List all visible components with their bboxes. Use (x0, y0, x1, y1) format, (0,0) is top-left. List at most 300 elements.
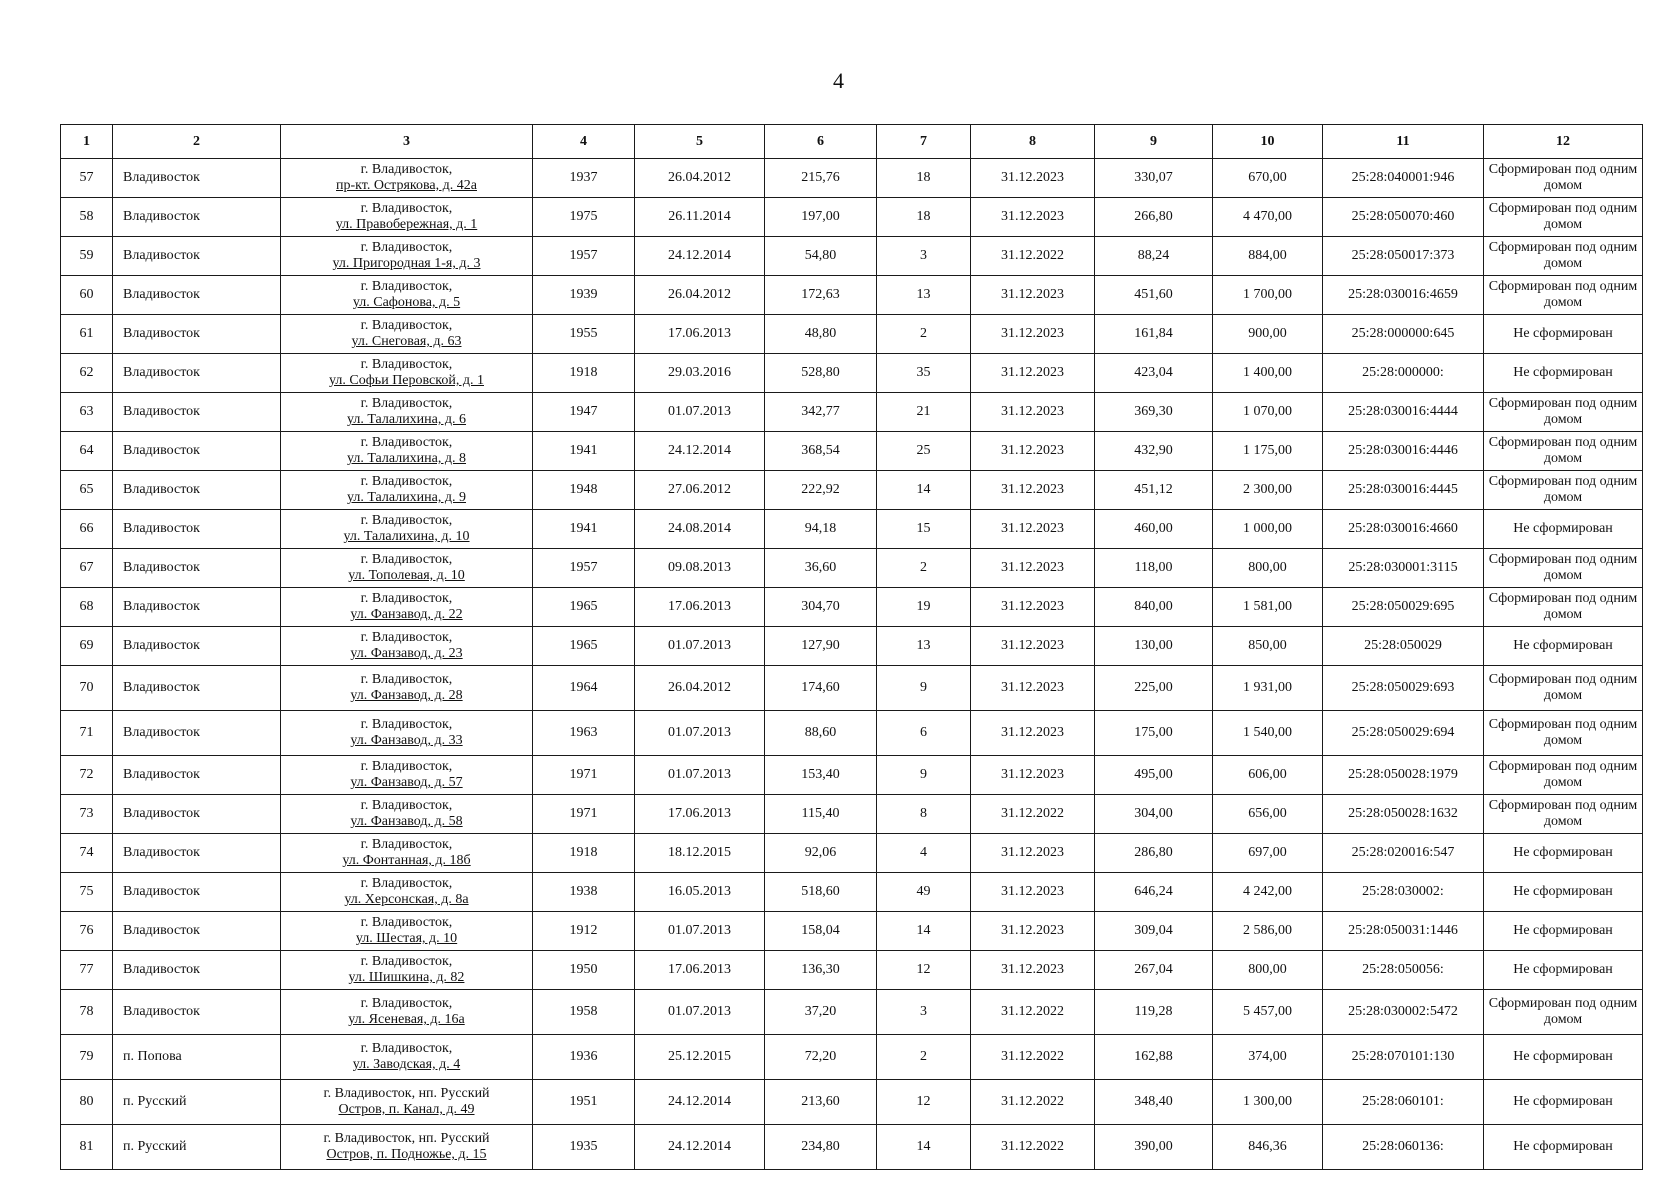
column-header: 7 (877, 125, 971, 159)
locality-cell: Владивосток (113, 354, 281, 393)
address-line-2: ул. Талалихина, д. 6 (346, 412, 467, 427)
address-cell (281, 276, 533, 315)
table-row (61, 627, 1643, 666)
column-9-cell: 161,84 (1095, 315, 1213, 354)
deadline-cell: 31.12.2023 (971, 159, 1095, 198)
area-cell: 222,92 (765, 471, 877, 510)
year-built-cell: 1937 (533, 159, 635, 198)
column-10-cell: 1 700,00 (1213, 276, 1323, 315)
address-line-2: ул. Софьи Перовской, д. 1 (329, 373, 484, 388)
row-number-cell: 59 (61, 237, 113, 276)
status-cell: Сформирован под одним домом (1484, 711, 1643, 756)
count-cell: 3 (877, 237, 971, 276)
year-built-cell: 1975 (533, 198, 635, 237)
area-cell: 158,04 (765, 912, 877, 951)
count-cell: 15 (877, 510, 971, 549)
column-header: 10 (1213, 125, 1323, 159)
date-cell: 01.07.2013 (635, 756, 765, 795)
row-number-cell: 78 (61, 990, 113, 1035)
address-line-1: г. Владивосток, (360, 513, 453, 528)
year-built-cell: 1918 (533, 354, 635, 393)
address-line-2: ул. Правобережная, д. 1 (335, 217, 478, 232)
locality-cell: Владивосток (113, 873, 281, 912)
address-line-2: ул. Пригородная 1-я, д. 3 (332, 256, 481, 271)
deadline-cell: 31.12.2023 (971, 834, 1095, 873)
table-row (61, 198, 1643, 237)
column-10-cell: 900,00 (1213, 315, 1323, 354)
date-cell: 18.12.2015 (635, 834, 765, 873)
column-9-cell: 266,80 (1095, 198, 1213, 237)
date-cell: 24.12.2014 (635, 237, 765, 276)
status-cell: Не сформирован (1484, 834, 1643, 873)
address-cell (281, 1080, 533, 1125)
column-9-cell: 369,30 (1095, 393, 1213, 432)
year-built-cell: 1958 (533, 990, 635, 1035)
status-cell: Не сформирован (1484, 1080, 1643, 1125)
status-cell: Сформирован под одним домом (1484, 471, 1643, 510)
table-row (61, 756, 1643, 795)
count-cell: 35 (877, 354, 971, 393)
address-cell (281, 159, 533, 198)
locality-cell: Владивосток (113, 237, 281, 276)
date-cell: 29.03.2016 (635, 354, 765, 393)
row-number-cell: 64 (61, 432, 113, 471)
date-cell: 24.12.2014 (635, 432, 765, 471)
cadastral-number-cell: 25:28:050028:1632 (1323, 795, 1484, 834)
year-built-cell: 1965 (533, 627, 635, 666)
locality-cell: Владивосток (113, 510, 281, 549)
table-row (61, 549, 1643, 588)
cadastral-number-cell: 25:28:050029:694 (1323, 711, 1484, 756)
address-cell (281, 711, 533, 756)
status-cell: Сформирован под одним домом (1484, 198, 1643, 237)
row-number-cell: 80 (61, 1080, 113, 1125)
address-line-1: г. Владивосток, (360, 357, 453, 372)
column-9-cell: 495,00 (1095, 756, 1213, 795)
cadastral-number-cell: 25:28:030002: (1323, 873, 1484, 912)
year-built-cell: 1955 (533, 315, 635, 354)
status-cell: Сформирован под одним домом (1484, 549, 1643, 588)
deadline-cell: 31.12.2023 (971, 912, 1095, 951)
header-row (61, 125, 1643, 159)
deadline-cell: 31.12.2022 (971, 1035, 1095, 1080)
count-cell: 4 (877, 834, 971, 873)
deadline-cell: 31.12.2023 (971, 198, 1095, 237)
column-header: 9 (1095, 125, 1213, 159)
column-10-cell: 800,00 (1213, 951, 1323, 990)
locality-cell: Владивосток (113, 666, 281, 711)
column-header: 2 (113, 125, 281, 159)
deadline-cell: 31.12.2023 (971, 276, 1095, 315)
address-line-1: г. Владивосток, (360, 915, 453, 930)
address-line-2: ул. Снеговая, д. 63 (351, 334, 462, 349)
address-line-1: г. Владивосток, нп. Русский (323, 1131, 490, 1146)
column-9-cell: 451,12 (1095, 471, 1213, 510)
column-header: 4 (533, 125, 635, 159)
address-line-1: г. Владивосток, (360, 435, 453, 450)
date-cell: 26.11.2014 (635, 198, 765, 237)
column-9-cell: 423,04 (1095, 354, 1213, 393)
table-row (61, 432, 1643, 471)
column-10-cell: 656,00 (1213, 795, 1323, 834)
date-cell: 16.05.2013 (635, 873, 765, 912)
address-line-2: ул. Ясеневая, д. 16а (348, 1012, 465, 1027)
cadastral-number-cell: 25:28:000000:645 (1323, 315, 1484, 354)
cadastral-number-cell: 25:28:030016:4660 (1323, 510, 1484, 549)
deadline-cell: 31.12.2023 (971, 666, 1095, 711)
locality-cell: Владивосток (113, 432, 281, 471)
status-cell: Сформирован под одним домом (1484, 432, 1643, 471)
column-10-cell: 2 586,00 (1213, 912, 1323, 951)
locality-cell: Владивосток (113, 990, 281, 1035)
date-cell: 24.12.2014 (635, 1125, 765, 1170)
column-header: 5 (635, 125, 765, 159)
date-cell: 09.08.2013 (635, 549, 765, 588)
column-9-cell: 840,00 (1095, 588, 1213, 627)
cadastral-number-cell: 25:28:030016:4445 (1323, 471, 1484, 510)
column-9-cell: 460,00 (1095, 510, 1213, 549)
area-cell: 92,06 (765, 834, 877, 873)
column-10-cell: 800,00 (1213, 549, 1323, 588)
count-cell: 6 (877, 711, 971, 756)
count-cell: 3 (877, 990, 971, 1035)
count-cell: 19 (877, 588, 971, 627)
column-10-cell: 1 175,00 (1213, 432, 1323, 471)
column-9-cell: 286,80 (1095, 834, 1213, 873)
address-cell (281, 756, 533, 795)
address-line-1: г. Владивосток, (360, 996, 453, 1011)
row-number-cell: 67 (61, 549, 113, 588)
year-built-cell: 1971 (533, 795, 635, 834)
address-cell (281, 834, 533, 873)
table-row (61, 510, 1643, 549)
table-row (61, 237, 1643, 276)
deadline-cell: 31.12.2023 (971, 756, 1095, 795)
column-9-cell: 432,90 (1095, 432, 1213, 471)
count-cell: 14 (877, 471, 971, 510)
date-cell: 24.08.2014 (635, 510, 765, 549)
column-10-cell: 1 540,00 (1213, 711, 1323, 756)
address-cell (281, 1035, 533, 1080)
table-row (61, 795, 1643, 834)
address-cell (281, 315, 533, 354)
area-cell: 174,60 (765, 666, 877, 711)
row-number-cell: 72 (61, 756, 113, 795)
status-cell: Сформирован под одним домом (1484, 588, 1643, 627)
locality-cell: Владивосток (113, 276, 281, 315)
address-line-1: г. Владивосток, (360, 630, 453, 645)
status-cell: Сформирован под одним домом (1484, 393, 1643, 432)
column-header: 11 (1323, 125, 1484, 159)
row-number-cell: 79 (61, 1035, 113, 1080)
address-cell (281, 1125, 533, 1170)
table-row (61, 354, 1643, 393)
row-number-cell: 57 (61, 159, 113, 198)
column-10-cell: 5 457,00 (1213, 990, 1323, 1035)
area-cell: 136,30 (765, 951, 877, 990)
address-line-1: г. Владивосток, (360, 279, 453, 294)
count-cell: 2 (877, 549, 971, 588)
date-cell: 17.06.2013 (635, 795, 765, 834)
status-cell: Сформирован под одним домом (1484, 237, 1643, 276)
status-cell: Не сформирован (1484, 510, 1643, 549)
locality-cell: Владивосток (113, 198, 281, 237)
row-number-cell: 58 (61, 198, 113, 237)
count-cell: 13 (877, 627, 971, 666)
count-cell: 2 (877, 1035, 971, 1080)
row-number-cell: 65 (61, 471, 113, 510)
deadline-cell: 31.12.2023 (971, 588, 1095, 627)
area-cell: 127,90 (765, 627, 877, 666)
address-line-2: ул. Тополевая, д. 10 (348, 568, 465, 583)
table-row (61, 990, 1643, 1035)
date-cell: 26.04.2012 (635, 159, 765, 198)
area-cell: 528,80 (765, 354, 877, 393)
deadline-cell: 31.12.2023 (971, 315, 1095, 354)
status-cell: Сформирован под одним домом (1484, 666, 1643, 711)
status-cell: Сформирован под одним домом (1484, 795, 1643, 834)
column-10-cell: 884,00 (1213, 237, 1323, 276)
row-number-cell: 62 (61, 354, 113, 393)
address-line-1: г. Владивосток, (360, 396, 453, 411)
cadastral-number-cell: 25:28:030002:5472 (1323, 990, 1484, 1035)
address-line-2: Остров, п. Подножье, д. 15 (326, 1147, 487, 1162)
date-cell: 01.07.2013 (635, 711, 765, 756)
date-cell: 17.06.2013 (635, 951, 765, 990)
row-number-cell: 69 (61, 627, 113, 666)
count-cell: 49 (877, 873, 971, 912)
count-cell: 9 (877, 666, 971, 711)
area-cell: 54,80 (765, 237, 877, 276)
address-line-2: ул. Херсонская, д. 8а (344, 892, 469, 907)
table-body (61, 125, 1643, 1170)
cadastral-number-cell: 25:28:050017:373 (1323, 237, 1484, 276)
deadline-cell: 31.12.2023 (971, 549, 1095, 588)
date-cell: 01.07.2013 (635, 627, 765, 666)
cadastral-number-cell: 25:28:050028:1979 (1323, 756, 1484, 795)
column-header: 6 (765, 125, 877, 159)
year-built-cell: 1951 (533, 1080, 635, 1125)
row-number-cell: 71 (61, 711, 113, 756)
deadline-cell: 31.12.2023 (971, 873, 1095, 912)
address-line-1: г. Владивосток, (360, 318, 453, 333)
address-cell (281, 549, 533, 588)
date-cell: 26.04.2012 (635, 666, 765, 711)
year-built-cell: 1957 (533, 549, 635, 588)
year-built-cell: 1936 (533, 1035, 635, 1080)
locality-cell: Владивосток (113, 549, 281, 588)
address-cell (281, 627, 533, 666)
address-cell (281, 588, 533, 627)
area-cell: 234,80 (765, 1125, 877, 1170)
year-built-cell: 1939 (533, 276, 635, 315)
row-number-cell: 76 (61, 912, 113, 951)
locality-cell: Владивосток (113, 912, 281, 951)
year-built-cell: 1963 (533, 711, 635, 756)
table-row (61, 834, 1643, 873)
address-line-2: ул. Талалихина, д. 10 (343, 529, 470, 544)
address-line-2: ул. Фанзавод, д. 28 (350, 688, 463, 703)
column-9-cell: 390,00 (1095, 1125, 1213, 1170)
table-row (61, 276, 1643, 315)
cadastral-number-cell: 25:28:050031:1446 (1323, 912, 1484, 951)
year-built-cell: 1941 (533, 432, 635, 471)
status-cell: Не сформирован (1484, 627, 1643, 666)
locality-cell: Владивосток (113, 393, 281, 432)
area-cell: 215,76 (765, 159, 877, 198)
address-cell (281, 393, 533, 432)
column-10-cell: 1 400,00 (1213, 354, 1323, 393)
cadastral-number-cell: 25:28:070101:130 (1323, 1035, 1484, 1080)
address-line-1: г. Владивосток, нп. Русский (323, 1086, 490, 1101)
column-10-cell: 670,00 (1213, 159, 1323, 198)
address-line-1: г. Владивосток, (360, 759, 453, 774)
page-number: 4 (833, 68, 844, 93)
status-cell: Не сформирован (1484, 315, 1643, 354)
locality-cell: п. Русский (113, 1080, 281, 1125)
area-cell: 304,70 (765, 588, 877, 627)
year-built-cell: 1957 (533, 237, 635, 276)
status-cell: Не сформирован (1484, 912, 1643, 951)
cadastral-number-cell: 25:28:030001:3115 (1323, 549, 1484, 588)
address-line-1: г. Владивосток, (360, 240, 453, 255)
locality-cell: Владивосток (113, 711, 281, 756)
column-10-cell: 4 470,00 (1213, 198, 1323, 237)
address-line-2: ул. Фанзавод, д. 58 (350, 814, 463, 829)
year-built-cell: 1935 (533, 1125, 635, 1170)
count-cell: 18 (877, 159, 971, 198)
count-cell: 18 (877, 198, 971, 237)
cadastral-number-cell: 25:28:020016:547 (1323, 834, 1484, 873)
table-row (61, 393, 1643, 432)
address-line-1: г. Владивосток, (360, 672, 453, 687)
count-cell: 14 (877, 1125, 971, 1170)
status-cell: Сформирован под одним домом (1484, 276, 1643, 315)
row-number-cell: 60 (61, 276, 113, 315)
date-cell: 25.12.2015 (635, 1035, 765, 1080)
address-line-2: Остров, п. Канал, д. 49 (338, 1102, 475, 1117)
column-9-cell: 119,28 (1095, 990, 1213, 1035)
address-line-1: г. Владивосток, (360, 1041, 453, 1056)
address-line-2: ул. Фанзавод, д. 57 (350, 775, 463, 790)
date-cell: 26.04.2012 (635, 276, 765, 315)
area-cell: 88,60 (765, 711, 877, 756)
area-cell: 115,40 (765, 795, 877, 834)
row-number-cell: 68 (61, 588, 113, 627)
deadline-cell: 31.12.2023 (971, 510, 1095, 549)
address-line-2: ул. Фанзавод, д. 22 (350, 607, 463, 622)
address-line-1: г. Владивосток, (360, 552, 453, 567)
address-line-2: ул. Шишкина, д. 82 (348, 970, 465, 985)
cadastral-number-cell: 25:28:060136: (1323, 1125, 1484, 1170)
address-line-2: ул. Талалихина, д. 8 (346, 451, 467, 466)
count-cell: 12 (877, 951, 971, 990)
date-cell: 01.07.2013 (635, 990, 765, 1035)
row-number-cell: 73 (61, 795, 113, 834)
table-row (61, 951, 1643, 990)
deadline-cell: 31.12.2023 (971, 354, 1095, 393)
locality-cell: Владивосток (113, 834, 281, 873)
cadastral-number-cell: 25:28:060101: (1323, 1080, 1484, 1125)
column-10-cell: 2 300,00 (1213, 471, 1323, 510)
table-row (61, 471, 1643, 510)
locality-cell: п. Попова (113, 1035, 281, 1080)
year-built-cell: 1965 (533, 588, 635, 627)
column-9-cell: 330,07 (1095, 159, 1213, 198)
row-number-cell: 61 (61, 315, 113, 354)
row-number-cell: 70 (61, 666, 113, 711)
deadline-cell: 31.12.2022 (971, 1080, 1095, 1125)
column-10-cell: 4 242,00 (1213, 873, 1323, 912)
address-line-2: ул. Талалихина, д. 9 (346, 490, 467, 505)
deadline-cell: 31.12.2023 (971, 393, 1095, 432)
locality-cell: Владивосток (113, 471, 281, 510)
date-cell: 01.07.2013 (635, 912, 765, 951)
area-cell: 368,54 (765, 432, 877, 471)
cadastral-number-cell: 25:28:040001:946 (1323, 159, 1484, 198)
column-9-cell: 304,00 (1095, 795, 1213, 834)
date-cell: 27.06.2012 (635, 471, 765, 510)
locality-cell: Владивосток (113, 756, 281, 795)
status-cell: Не сформирован (1484, 1035, 1643, 1080)
row-number-cell: 74 (61, 834, 113, 873)
area-cell: 518,60 (765, 873, 877, 912)
column-9-cell: 88,24 (1095, 237, 1213, 276)
address-line-2: ул. Шестая, д. 10 (355, 931, 458, 946)
year-built-cell: 1971 (533, 756, 635, 795)
column-header: 1 (61, 125, 113, 159)
address-line-1: г. Владивосток, (360, 837, 453, 852)
column-10-cell: 606,00 (1213, 756, 1323, 795)
deadline-cell: 31.12.2023 (971, 471, 1095, 510)
status-cell: Не сформирован (1484, 1125, 1643, 1170)
address-line-1: г. Владивосток, (360, 201, 453, 216)
column-10-cell: 697,00 (1213, 834, 1323, 873)
address-line-1: г. Владивосток, (360, 591, 453, 606)
address-cell (281, 237, 533, 276)
year-built-cell: 1938 (533, 873, 635, 912)
table-row (61, 711, 1643, 756)
count-cell: 9 (877, 756, 971, 795)
count-cell: 25 (877, 432, 971, 471)
locality-cell: п. Русский (113, 1125, 281, 1170)
table-row (61, 159, 1643, 198)
deadline-cell: 31.12.2023 (971, 711, 1095, 756)
year-built-cell: 1964 (533, 666, 635, 711)
year-built-cell: 1918 (533, 834, 635, 873)
column-header: 12 (1484, 125, 1643, 159)
column-9-cell: 130,00 (1095, 627, 1213, 666)
area-cell: 94,18 (765, 510, 877, 549)
locality-cell: Владивосток (113, 795, 281, 834)
year-built-cell: 1950 (533, 951, 635, 990)
address-cell (281, 471, 533, 510)
column-10-cell: 1 070,00 (1213, 393, 1323, 432)
deadline-cell: 31.12.2023 (971, 432, 1095, 471)
column-9-cell: 646,24 (1095, 873, 1213, 912)
date-cell: 01.07.2013 (635, 393, 765, 432)
count-cell: 2 (877, 315, 971, 354)
cadastral-number-cell: 25:28:030016:4444 (1323, 393, 1484, 432)
status-cell: Не сформирован (1484, 873, 1643, 912)
status-cell: Сформирован под одним домом (1484, 990, 1643, 1035)
locality-cell: Владивосток (113, 315, 281, 354)
address-line-1: г. Владивосток, (360, 162, 453, 177)
area-cell: 72,20 (765, 1035, 877, 1080)
deadline-cell: 31.12.2022 (971, 990, 1095, 1035)
address-cell (281, 198, 533, 237)
column-10-cell: 374,00 (1213, 1035, 1323, 1080)
